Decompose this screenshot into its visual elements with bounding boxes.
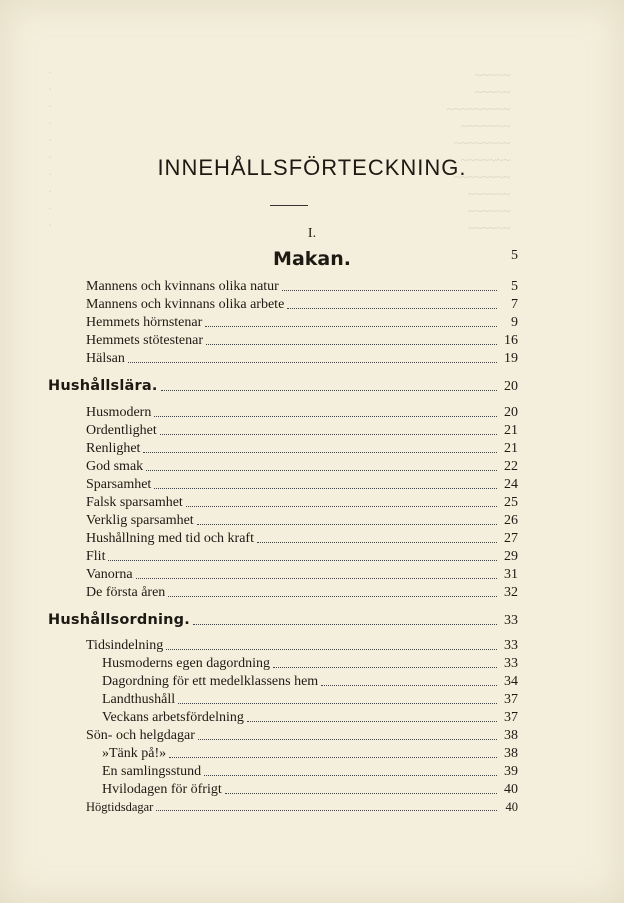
page-title: INNEHÅLLSFÖRTECKNING. (157, 155, 467, 180)
entry-page: 5 (511, 279, 518, 294)
entry-page: 40 (505, 800, 518, 814)
entry-label: Hemmets stötestenar (86, 333, 204, 348)
toc-subentry (102, 692, 518, 708)
toc-entry (86, 531, 518, 547)
leader-dots (282, 289, 497, 291)
entry-page: 26 (504, 513, 518, 528)
entry-page: 38 (504, 728, 518, 743)
entry-label: Vanorna (86, 567, 133, 582)
entry-label: En samlingsstund (102, 764, 202, 779)
toc-entry (86, 567, 518, 583)
entry-label: Högtidsdagar (86, 800, 154, 814)
toc-entry (86, 638, 518, 654)
entry-label: Husmoderns egen dagordning (102, 656, 270, 671)
entry-label: Sparsamhet (86, 477, 152, 492)
toc-subentry (102, 710, 518, 726)
toc-entry (86, 441, 518, 457)
entry-page: 33 (504, 656, 518, 671)
leader-dots (156, 809, 497, 811)
toc-subentry (102, 746, 518, 762)
toc-entry (86, 423, 518, 439)
entry-page: 7 (511, 297, 518, 312)
entry-label: Flit (86, 549, 106, 564)
leader-dots (136, 577, 497, 579)
chapter-heading-makan (0, 248, 624, 270)
entry-label: God smak (86, 459, 144, 474)
section-label: Hushållsordning. (48, 612, 190, 628)
entry-page: 19 (504, 351, 518, 366)
toc-subentry (102, 764, 518, 780)
entry-page: 27 (504, 531, 518, 546)
bleed-through-numbers: · · · · · · · · · · (48, 65, 52, 232)
leader-dots (205, 325, 497, 327)
entry-label: Landthushåll (102, 692, 176, 707)
section-heading-hushallsordning (48, 612, 518, 629)
leader-dots (204, 774, 497, 776)
title-divider (270, 205, 308, 206)
leader-dots (168, 595, 497, 597)
leader-dots (146, 469, 497, 471)
leader-dots (257, 541, 497, 543)
toc-subentry (102, 674, 518, 690)
leader-dots (154, 415, 497, 417)
toc-entry (86, 513, 518, 529)
entry-label: Hälsan (86, 351, 125, 366)
leader-dots (321, 684, 497, 686)
toc-entry (86, 549, 518, 565)
leader-dots (154, 487, 497, 489)
leader-dots (287, 307, 497, 309)
leader-dots (108, 559, 497, 561)
leader-dots (198, 738, 497, 740)
entry-label: De första åren (86, 585, 166, 600)
entry-label: Hvilodagen för öfrigt (102, 782, 222, 797)
entry-label: Dagordning för ett medelklassens hem (102, 674, 319, 689)
leader-dots (247, 720, 497, 722)
leader-dots (178, 702, 497, 704)
entry-page: 33 (504, 638, 518, 653)
toc-entry (86, 315, 518, 331)
entry-page: 20 (504, 405, 518, 420)
entry-label: Tidsindelning (86, 638, 164, 653)
entry-page: 37 (504, 710, 518, 725)
section-label: Hushållslära. (48, 378, 158, 394)
entry-page: 34 (504, 674, 518, 689)
leader-dots (225, 792, 497, 794)
chapter-page: 5 (511, 248, 518, 263)
entry-label: Falsk sparsamhet (86, 495, 183, 510)
toc-entry (86, 585, 518, 601)
entry-page: 9 (511, 315, 518, 330)
leader-dots (206, 343, 497, 345)
leader-dots (193, 623, 497, 625)
entry-page: 29 (504, 549, 518, 564)
entry-page: 24 (504, 477, 518, 492)
entry-label: Renlighet (86, 441, 141, 456)
part-number: I. (307, 226, 317, 241)
leader-dots (166, 648, 497, 650)
entry-page: 37 (504, 692, 518, 707)
toc-entry (86, 800, 518, 815)
leader-dots (197, 523, 497, 525)
bleed-through-text: ~~~~~ ~~~~~ ~~~~~~~~~ ~~~~~~~ ~~~~~~~~ ~~~~~~~ ~~~~~~~~ ~~~~~~ ~~~~~~ ~~~~~~ (446, 67, 510, 235)
toc-entry (86, 333, 518, 349)
toc-entry (86, 459, 518, 475)
entry-label: Sön- och helgdagar (86, 728, 195, 743)
leader-dots (273, 666, 497, 668)
entry-label: Hushållning med tid och kraft (86, 531, 254, 546)
leader-dots (128, 361, 497, 363)
entry-page: 31 (504, 567, 518, 582)
entry-label: Husmodern (86, 405, 152, 420)
section-page: 20 (504, 379, 518, 394)
toc-subentry (102, 656, 518, 672)
entry-page: 40 (504, 782, 518, 797)
toc-entry (86, 351, 518, 367)
entry-label: »Tänk på!» (102, 746, 167, 761)
toc-entry (86, 279, 518, 295)
toc-entry (86, 495, 518, 511)
entry-page: 38 (504, 746, 518, 761)
toc-entry (86, 297, 518, 313)
toc-entry (86, 477, 518, 493)
section-page: 33 (504, 613, 518, 628)
leader-dots (143, 451, 497, 453)
entry-page: 32 (504, 585, 518, 600)
entry-label: Veckans arbetsfördelning (102, 710, 244, 725)
leader-dots (169, 756, 497, 758)
section-heading-hushallslara (48, 378, 518, 395)
entry-label: Mannens och kvinnans olika natur (86, 279, 279, 294)
entry-label: Hemmets hörnstenar (86, 315, 203, 330)
toc-entry (86, 405, 518, 421)
leader-dots (160, 433, 497, 435)
entry-page: 21 (504, 423, 518, 438)
entry-page: 25 (504, 495, 518, 510)
leader-dots (161, 389, 497, 391)
entry-label: Verklig sparsamhet (86, 513, 194, 528)
chapter-label: Makan. (273, 248, 351, 270)
toc-subentry (102, 782, 518, 798)
toc-entry (86, 728, 518, 744)
entry-page: 21 (504, 441, 518, 456)
entry-page: 22 (504, 459, 518, 474)
entry-label: Ordentlighet (86, 423, 157, 438)
entry-page: 39 (504, 764, 518, 779)
leader-dots (186, 505, 497, 507)
entry-label: Mannens och kvinnans olika arbete (86, 297, 285, 312)
entry-page: 16 (504, 333, 518, 348)
